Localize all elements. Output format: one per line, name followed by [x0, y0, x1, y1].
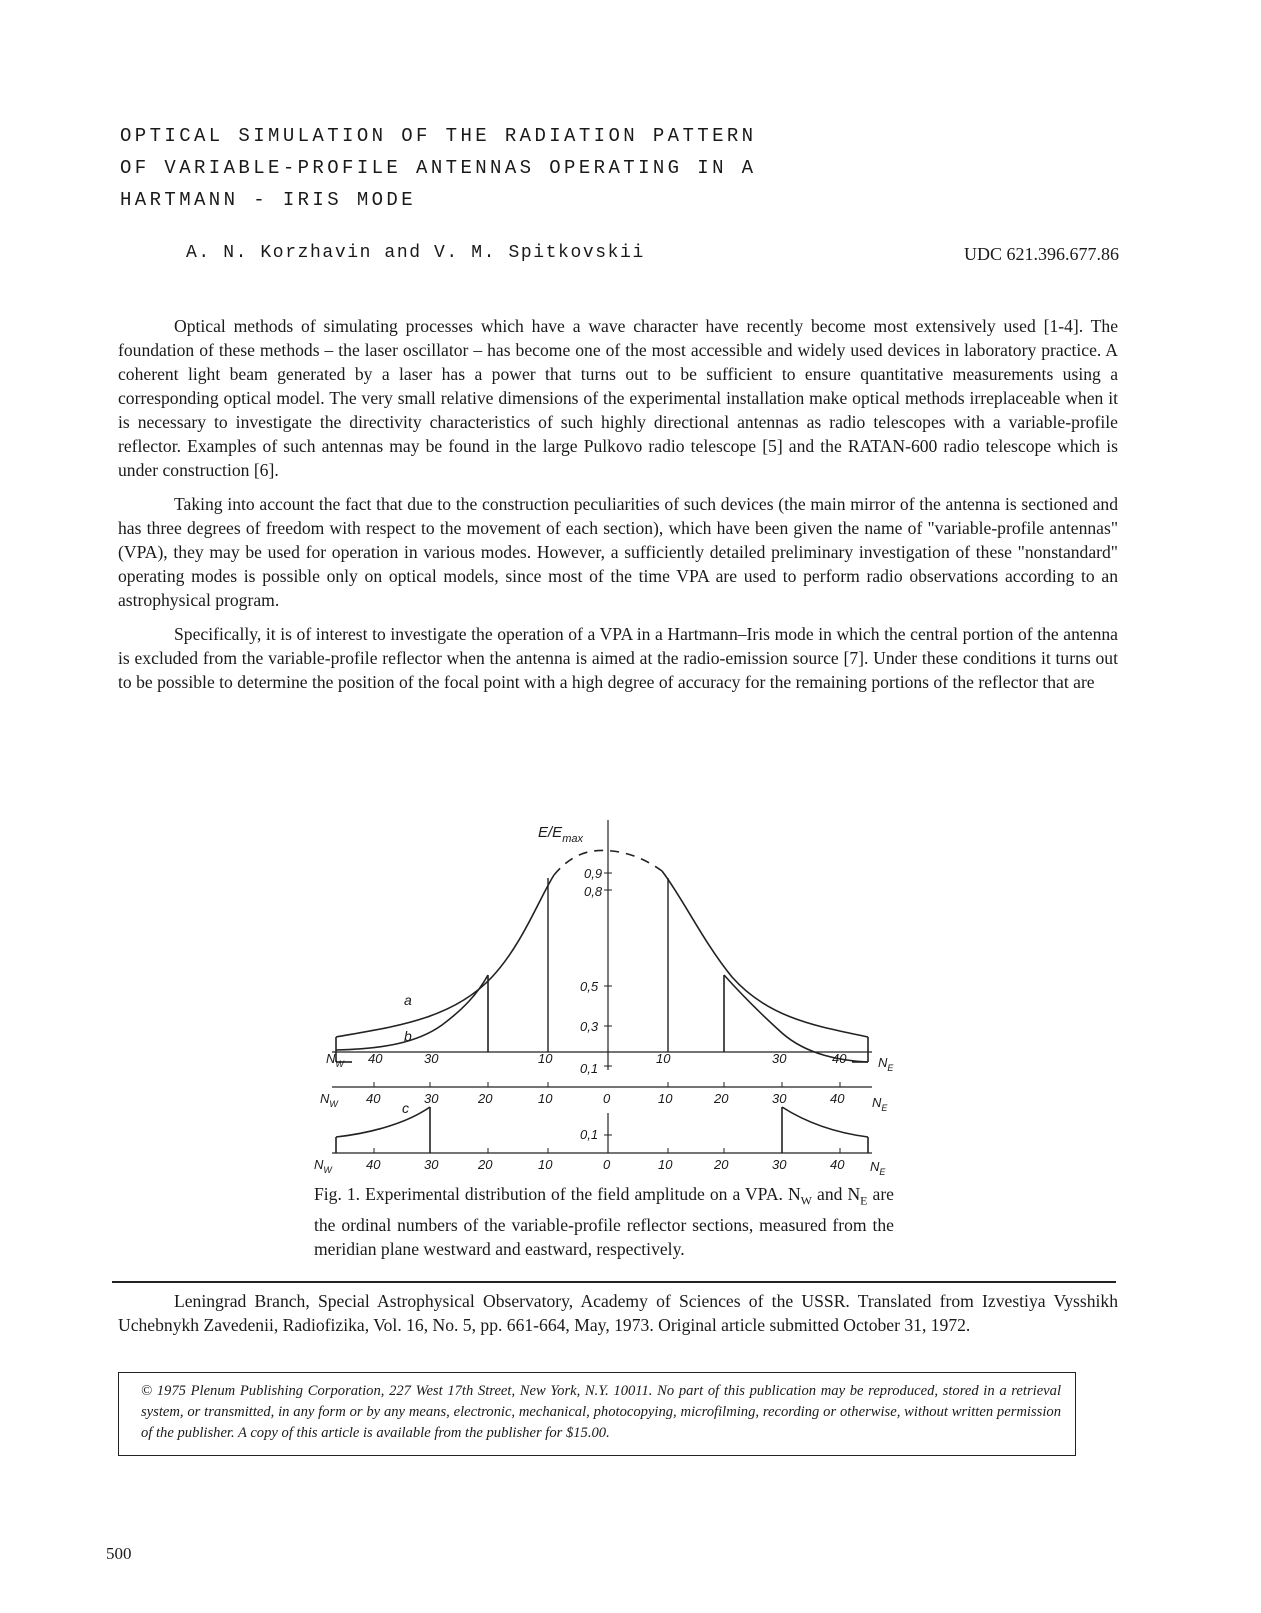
caption-nw: N: [787, 1184, 801, 1204]
axis-mid-label: 40: [830, 1091, 845, 1106]
axis-mid-label: 30: [772, 1091, 787, 1106]
curve-c-label: c: [402, 1100, 409, 1116]
figure-caption: [314, 1182, 894, 1261]
caption-nw-sub: W: [800, 1193, 812, 1208]
y-tick-label: 0,1: [580, 1061, 599, 1076]
y-tick-label: 0,5: [580, 979, 599, 994]
axis-bottom-label: 0: [603, 1157, 611, 1172]
affiliation-note: [118, 1289, 1118, 1337]
axis-top-ne: $N_E$: [878, 1055, 894, 1073]
title-line-1: OPTICAL SIMULATION OF THE RADIATION PATTERN: [120, 125, 757, 147]
axis-bottom-ticks: [374, 1148, 840, 1153]
axis-mid-ne: $N_E$: [872, 1095, 888, 1113]
page-number: 500: [106, 1544, 132, 1563]
curve-c-right: [782, 1107, 868, 1137]
axis-mid-label: 30: [424, 1091, 439, 1106]
axis-bottom-label: 20: [714, 1157, 729, 1172]
caption-lead: Fig. 1. Experimental distribution of the field amplitude on a VPA.: [314, 1184, 788, 1204]
y-tick-label: 0,8: [584, 884, 603, 899]
axis-mid-ticks: [374, 1082, 840, 1087]
paper-title: [120, 120, 880, 216]
axis-bottom-label: 40: [366, 1157, 381, 1172]
caption-ne: N: [847, 1184, 861, 1204]
copyright-box: © 1975 Plenum Publishing Corporation, 227 West 17th Street, New York, N.Y. 10011. No part of this publication may be reproduced, stored in a retrieval system, or transmitted, in any form or by any means, electronic, mechanical, photocopying, microfilming, recording or otherwise, without written permission of the publisher. A copy of this article is available from the publisher for $15.00.: [118, 1372, 1076, 1456]
axis-top-label: 40: [832, 1051, 847, 1066]
body-text: [118, 314, 1118, 704]
curve-a-left: [336, 875, 554, 1037]
axis-bottom-label: 30: [772, 1157, 787, 1172]
curve-a-label: a: [404, 992, 412, 1008]
paragraph-3: Specifically, it is of interest to investigate the operation of a VPA in a Hartmann–Iris mode in which the central portion of the antenna is excluded from the variable-profile reflector when the antenna is aimed at the radio-emission source [7]. Under these conditions it turns out to be possible to determine the position of the focal point with a high degree of accuracy for the remaining portions of the reflector that are: [118, 624, 1118, 692]
y-axis-label: $E/E_{max}$: [538, 824, 583, 845]
footnote-divider: [112, 1281, 1116, 1283]
curve-c-left: [336, 1107, 430, 1137]
axis-top-label: 10: [656, 1051, 671, 1066]
axis-mid-label: 10: [538, 1091, 553, 1106]
axis-top-label: 30: [772, 1051, 787, 1066]
axis-mid-label: 10: [658, 1091, 673, 1106]
axis-top-label: 30: [424, 1051, 439, 1066]
axis-mid-label: 20: [714, 1091, 729, 1106]
authors: A. N. Korzhavin and V. M. Spitkovskii: [186, 243, 645, 263]
axis-mid-label: 20: [478, 1091, 493, 1106]
caption-and: and: [812, 1184, 848, 1204]
axis-mid-label: 40: [366, 1091, 381, 1106]
paragraph-1: Optical methods of simulating processes which have a wave character have recently become most extensively used [1-4]. The foundation of these methods – the laser oscillator – has become one of the most accessible and widely used devices in laboratory practice. A coherent light beam generated by a laser has a power that turns out to be sufficient to ensure quantitative measurements using a corresponding optical model. The very small relative dimensions of the experimental installation make optical methods irreplaceable when it is necessary to investigate the directivity characteristics of such highly directional antennas as radio telescopes with a variable-profile reflector. Examples of such antennas may be found in the large Pulkovo radio telescope [5] and the RATAN-600 radio telescope which is under construction [6].: [118, 316, 1118, 480]
axis-mid-label: 0: [603, 1091, 611, 1106]
axis-top-label: 10: [538, 1051, 553, 1066]
axis-bottom-ne: $N_E$: [870, 1159, 886, 1177]
axis-bottom-label: 40: [830, 1157, 845, 1172]
affiliation-text: Leningrad Branch, Special Astrophysical Observatory, Academy of Sciences of the USSR. Translated from Izvestiya Vysshikh Uchebnykh Zavedenii, Radiofizika, Vol. 16, No. 5, pp. 661-664, May, 1973. Original article submitted October 31, 1972.: [118, 1291, 1118, 1335]
figure-1: [312, 815, 907, 1185]
axis-top-label: 40: [368, 1051, 383, 1066]
axis-bottom-label: 20: [478, 1157, 493, 1172]
axis-top-nw: $N_W$: [326, 1051, 344, 1069]
y-tick-label: 0,3: [580, 1019, 599, 1034]
title-line-2: OF VARIABLE-PROFILE ANTENNAS OPERATING IN A: [120, 157, 757, 179]
y-tick-label: 0,9: [584, 866, 603, 881]
y-tick-label: 0,1: [580, 1127, 599, 1142]
title-line-3: HARTMANN - IRIS MODE: [120, 189, 417, 211]
axis-bottom-label: 10: [538, 1157, 553, 1172]
axis-bottom-label: 10: [658, 1157, 673, 1172]
curve-b-left: [336, 975, 488, 1050]
axis-mid-nw: $N_W$: [320, 1091, 338, 1109]
curve-b-label: b: [404, 1028, 412, 1044]
paragraph-2: Taking into account the fact that due to the construction peculiarities of such devices (the main mirror of the antenna is sectioned and has three degrees of freedom with respect to the movement of each section), which have been given the name of "variable-profile antennas" (VPA), they may be used for operation in various modes. However, a sufficiently detailed preliminary investigation of these "nonstandard" operating modes is possible only on optical models, since most of the time VPA are used to perform radio observations according to an astrophysical program.: [118, 494, 1118, 610]
curve-a-right: [662, 871, 868, 1037]
axis-bottom-nw: $N_W$: [314, 1157, 332, 1175]
axis-bottom-label: 30: [424, 1157, 439, 1172]
caption-ne-sub: E: [860, 1193, 868, 1208]
udc-code: UDC 621.396.677.86: [963, 244, 1119, 264]
caption-rest: are the ordinal numbers of the variable-profile reflector sections, measured from the meridian plane westward and eastward, respectively.: [314, 1184, 894, 1259]
